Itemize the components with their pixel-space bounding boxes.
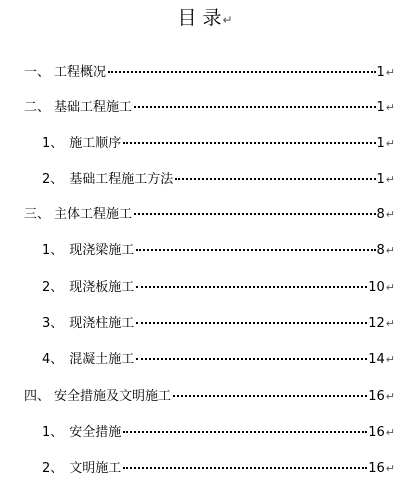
toc-entry-number: 2、: [42, 461, 64, 476]
toc-entry-hunningtu[interactable]: [42, 349, 395, 371]
toc-entry-wenming-shigong[interactable]: [42, 458, 395, 480]
dot-leader: [123, 141, 375, 144]
toc-entry-text: 安全措施: [69, 425, 122, 440]
toc-entry-xianjiao-liang[interactable]: [42, 240, 395, 262]
toc-entry-page: 1: [376, 65, 385, 80]
toc-entry-text: 文明施工: [69, 461, 122, 476]
dot-leader: [136, 357, 367, 360]
toc-entry-gongcheng-gaikuang[interactable]: [24, 62, 395, 84]
toc-entry-page: 16: [368, 461, 385, 476]
paragraph-mark-icon: ↵: [385, 244, 395, 257]
dot-leader: [136, 285, 367, 288]
paragraph-mark-icon: ↵: [385, 281, 395, 294]
paragraph-mark-icon: ↵: [385, 173, 395, 186]
dot-leader: [123, 430, 367, 433]
toc-entry-page: 8: [376, 243, 385, 258]
toc-entry-page: 16: [368, 389, 385, 404]
dot-leader: [136, 321, 367, 324]
paragraph-mark-icon: ↵: [385, 208, 395, 221]
dot-leader: [134, 212, 375, 215]
paragraph-mark-icon: ↵: [385, 137, 395, 150]
paragraph-mark-icon: ↵: [385, 101, 395, 114]
dot-leader: [108, 70, 375, 73]
paragraph-mark-icon: ↵: [385, 353, 395, 366]
toc-entry-number: 4、: [42, 352, 64, 367]
toc-entry-number: 1、: [42, 136, 64, 151]
toc-entry-page: 1: [376, 100, 385, 115]
toc-entry-page: 12: [368, 316, 385, 331]
toc-entry-number: 2、: [42, 280, 64, 295]
toc-entry-text: 主体工程施工: [54, 207, 133, 222]
toc-entry-page: 1: [376, 136, 385, 151]
toc-entry-number: 三、: [24, 207, 51, 222]
dot-leader: [173, 394, 367, 397]
paragraph-mark-icon: ↵: [385, 317, 395, 330]
toc-entry-number: 一、: [24, 65, 51, 80]
dot-leader: [136, 248, 375, 251]
toc-entry-page: 16: [368, 425, 385, 440]
toc-entry-xianjiao-zhu[interactable]: [42, 313, 395, 335]
dot-leader: [123, 466, 367, 469]
toc-entry-number: 四、: [24, 389, 51, 404]
toc-entry-jichu-fangfa[interactable]: [42, 169, 395, 191]
toc-entry-text: 现浇梁施工: [69, 243, 135, 258]
toc-entry-text: 基础工程施工: [54, 100, 133, 115]
toc-entry-page: 10: [368, 280, 385, 295]
paragraph-mark-icon: ↵: [385, 390, 395, 403]
paragraph-mark-icon: ↵: [385, 462, 395, 475]
toc-entry-xianjiao-ban[interactable]: [42, 277, 395, 299]
toc-entry-text: 混凝土施工: [69, 352, 135, 367]
toc-entry-anquan-wenming[interactable]: [24, 386, 395, 408]
toc-entry-text: 基础工程施工方法: [69, 172, 174, 187]
toc-title-text: 目 录: [177, 7, 222, 29]
paragraph-mark-icon: ↵: [222, 13, 233, 27]
dot-leader: [175, 177, 375, 180]
toc-entry-text: 安全措施及文明施工: [54, 389, 172, 404]
toc-entry-jichu-gongcheng[interactable]: [24, 97, 395, 119]
toc-entry-text: 施工顺序: [69, 136, 122, 151]
toc-entry-page: 14: [368, 352, 385, 367]
paragraph-mark-icon: ↵: [385, 426, 395, 439]
toc-entry-number: 3、: [42, 316, 64, 331]
toc-entry-shigong-shunxu[interactable]: [42, 133, 395, 155]
toc-entry-number: 二、: [24, 100, 51, 115]
toc-entry-text: 现浇板施工: [69, 280, 135, 295]
toc-entry-page: 8: [376, 207, 385, 222]
toc-entry-number: 2、: [42, 172, 64, 187]
toc-entry-anquan-cuoshi[interactable]: [42, 422, 395, 444]
toc-entry-zhuti-gongcheng[interactable]: [24, 204, 395, 226]
dot-leader: [134, 105, 375, 108]
toc-entry-number: 1、: [42, 425, 64, 440]
toc-entry-page: 1: [376, 172, 385, 187]
toc-entry-text: 现浇柱施工: [69, 316, 135, 331]
paragraph-mark-icon: ↵: [385, 66, 395, 79]
toc-entry-number: 1、: [42, 243, 64, 258]
toc-entry-text: 工程概况: [54, 65, 107, 80]
toc-title: [0, 6, 410, 32]
